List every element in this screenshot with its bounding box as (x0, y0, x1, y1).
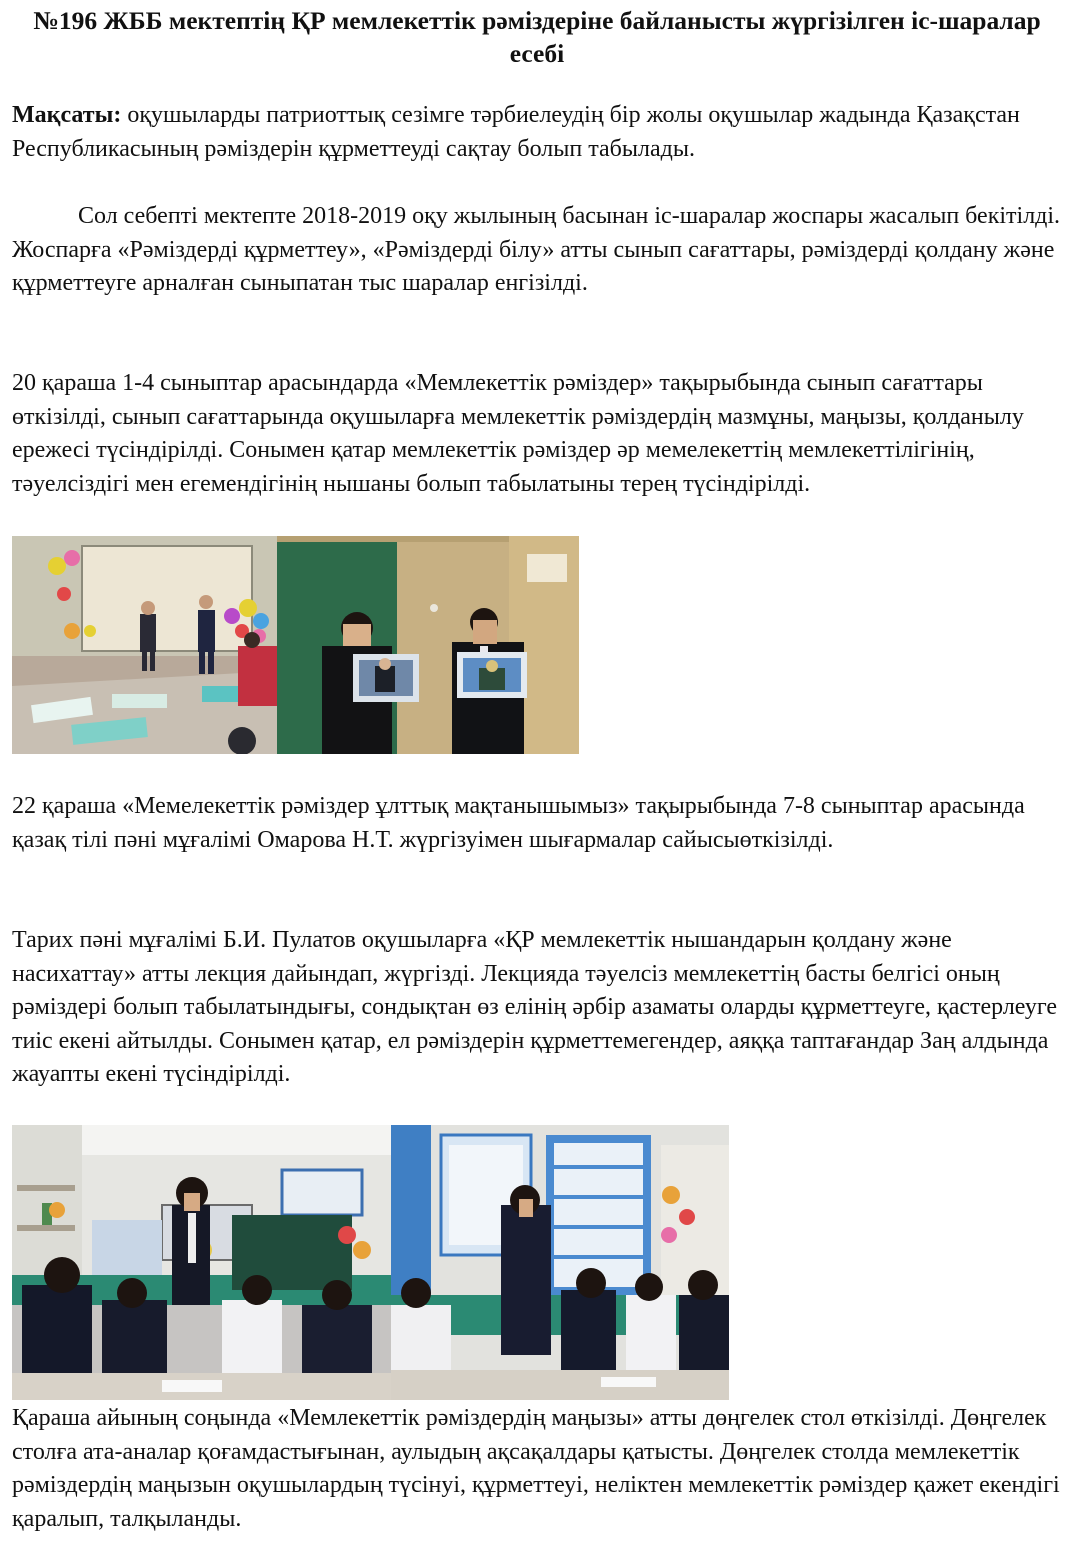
classroom-balloons-photo (12, 536, 277, 754)
goal-text: оқушыларды патриоттық сезімге тәрбиелеудің бір жолы оқушылар жадында Қазақстан Республикасының рәміздерін құрметтеуді сақтау болып табылады. (12, 102, 1020, 162)
plan-text: Сол себепті мектепте 2018-2019 оқу жылының басынан іс-шаралар жоспары жасалып бекітілді. Жоспарға «Рәміздерді құрметтеу», «Рәміздерді білу» атты сынып сағаттары, рәміздерді қолдану және құрметтеуге арналған сыныпатан тыс шаралар енгізілді. (12, 203, 1061, 296)
goal-paragraph (12, 99, 1064, 166)
round-table-photo-left (12, 1125, 391, 1400)
round-table-paragraph: Қараша айының соңында «Мемлекеттік рәміздердің маңызы» атты дөңгелек стол өткізілді. Дөңгелек столға ата-аналар қоғамдастығынан, аулыдың ақсақалдары қатысты. Дөңгелек столда мемлекеттік рәміздердің маңызын оқушылардың түсінуі, құрметтеуі, неліктен мемлекеттік рәміздер қажет екендігі қаралып, талқыланды. (12, 1405, 1060, 1532)
nov22-paragraph: 22 қараша «Мемелекеттік рәміздер ұлттық мақтанышымыз» тақырыбында 7-8 сыныптар арасында қазақ тілі пәні мұғалімі Омарова Н.Т. жүргізуімен шығармалар сайысыөткізілді. (12, 793, 1025, 853)
document-title: №196 ЖББ мектептің ҚР мемлекеттік рәміздеріне байланысты жүргізілген іс-шаралар есебі (33, 6, 1041, 68)
goal-label: Мақсаты: (12, 102, 122, 128)
round-table-photo-right (391, 1125, 729, 1400)
nov20-paragraph: 20 қараша 1-4 сыныптар арасындарда «Мемлекеттік рәміздер» тақырыбында сынып сағаттары өткізілді, сынып сағаттарында оқушыларға мемлекеттік рәміздердің мазмұны, маңызы, қолданылу ережесі түсіндірілді. Сонымен қатар мемлекеттік рәміздер әр мемелекеттің мемлекеттілігінің, тәуелсіздігі мен егемендігінің нышаны болып табылатыны терең түсіндірілді. (12, 370, 1024, 497)
lecture-paragraph: Тарих пәні мұғалімі Б.И. Пулатов оқушыларға «ҚР мемлекеттік нышандарын қолдану және насихаттау» атты лекция дайындап, жүргізді. Лекцияда тәуелсіз мемлекеттің басты белгісі оның рәміздері болып табылатындығы, сондықтан өз елінің әрбір азаматы оларды құрметтеуге, қастерлеуге тиіс екені айтылды. Сонымен қатар, ел рәміздерін құрметтемегендер, аяққа таптағандар Заң алдында жауапты екені түсіндірілді. (12, 927, 1058, 1087)
plan-paragraph (12, 200, 1064, 301)
students-holding-pictures-photo (277, 536, 579, 754)
